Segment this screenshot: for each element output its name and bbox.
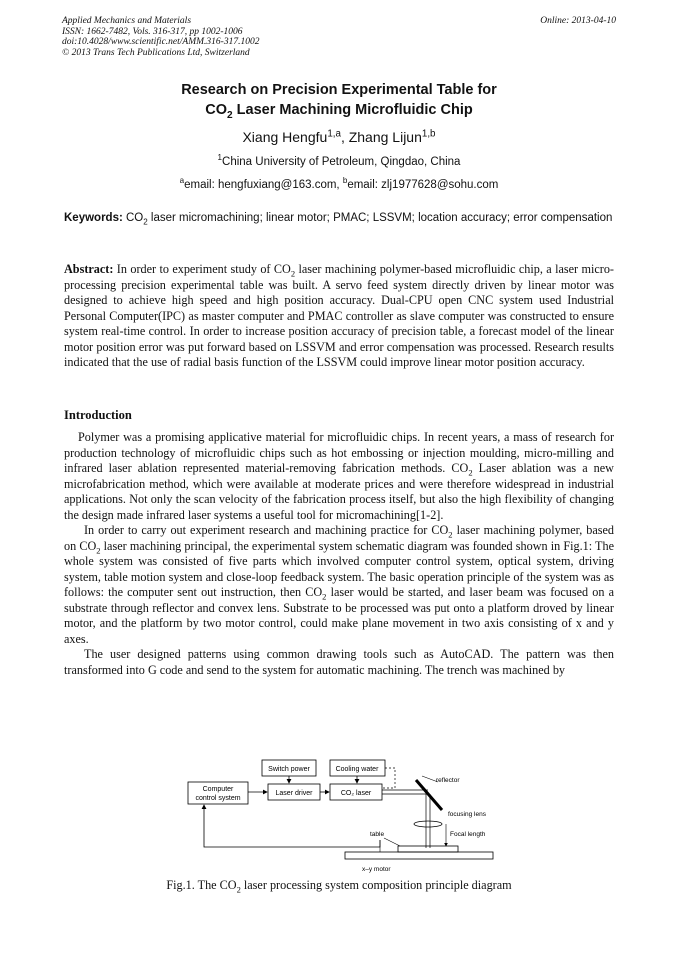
doi: doi:10.4028/www.scientific.net/AMM.316-317.1002 [62,37,260,47]
reflector-label: reflector [436,777,460,784]
xy-motor-label: x–y motor [362,866,391,873]
introduction-body [64,430,614,678]
section-heading-introduction: Introduction [64,408,132,422]
online-date: Online: 2013-04-10 [540,16,616,26]
computer-label-2: control system [195,795,241,802]
cooling-water-label: Cooling water [335,766,379,773]
figure-caption: Fig.1. The $CO_2$ laser processing system composition principle diagram [166,878,512,895]
laser-driver-label: Laser driver [275,790,313,797]
switch-power-label: Switch power [268,766,310,773]
motor-base [345,852,493,859]
issn: ISSN: 1662-7482, Vols. 316-317, pp 1002-1006 [62,26,243,37]
paper-title: Research on Precision Experimental Table for $CO_2$ Laser Machining Microfluidic Chip [181,82,497,121]
reflector-mirror [416,780,442,810]
authors: Xiang Hengfu$^{1,a}$, Zhang Lijun$^{1,b}$ [242,128,436,145]
focusing-lens [414,821,442,827]
abstract: Abstract: In order to experiment study of $CO_2$ laser machining polymer-based microfluidic chip, a laser micro-processing precision experimental table was built. A servo feed system directly driven by linear motor was designed to achieve high speed and high position accuracy. Dual-CPU open CNC system used Industrial Personal Computer(IPC) as master computer and PMAC controller as slave computer was constructed to ensure system real-time control. In order to increase position accuracy of precision table, a forecast model of the linear motor position error was put forward based on LSSVM and error compensation was processed. Research results indicated that the use of radial basis function of the LSSVM could improve linear motor position accuracy. [64,262,614,369]
emails: $^a$email: hengfuxiang@163.com, $^b$email: zlj1977628@sohu.com [179,176,499,191]
paragraph: The user designed patterns using common drawing tools such as AutoCAD. The pattern was then transformed into G code and send to the system for automatic machining. The trench was machined by [64,647,614,677]
system-diagram [180,752,510,874]
journal-header [62,16,259,58]
table-platform [398,846,458,852]
paragraph: In order to carry out experiment research and machining practice for $CO_2$ laser machining polymer, based on $CO_2$ laser machining principal, the experimental system schematic diagram was founded shown in Fig.1: The whole system was consisted of five parts which involved computer control system, optical system, driving system, table motion system and close-loop feedback system. The basic operation principle of the system was as follows: the computer sent out instruction, then $CO_2$ laser would be started, and laser beam was focused on a substrate through reflector and convex lens. Substrate to be processed was put onto a platform droved by linear motor, and the platform by two motor control, could make plane movement in two axis consisting of x and y axes. [64,523,615,646]
table-label: table [370,831,385,838]
co2-laser-label: CO₂ laser [340,790,372,797]
focusing-lens-label: focusing lens [448,811,486,818]
focal-length-label: Focal length [450,831,486,838]
paragraph: Polymer was a promising applicative material for microfluidic chips. In recent years, a mass of research for production technology of microfluidic chips such as hot embossing or injection moulding, micro-milling and infrared laser ablation represented material-removing fabrication methods. $CO_2$ Laser ablation was a new microfabrication method, which were available at moderate prices and were therefore widespread in industrial applications. Not only the scan velocity of the fabrication process itself, but also the high flexibility of changing the design made infrared laser systems a useful tool for micromachining[1-2]. [64,430,614,522]
copyright: © 2013 Trans Tech Publications Ltd, Switzerland [62,47,250,58]
computer-label-1: Computer [202,786,234,793]
keywords: Keywords: $CO_2$ laser micromachining; linear motor; PMAC; LSSVM; location accuracy; error compensation [64,212,613,227]
affiliation: $^1$China University of Petroleum, Qingdao, China [217,153,461,168]
journal-name: Applied Mechanics and Materials [62,16,192,26]
